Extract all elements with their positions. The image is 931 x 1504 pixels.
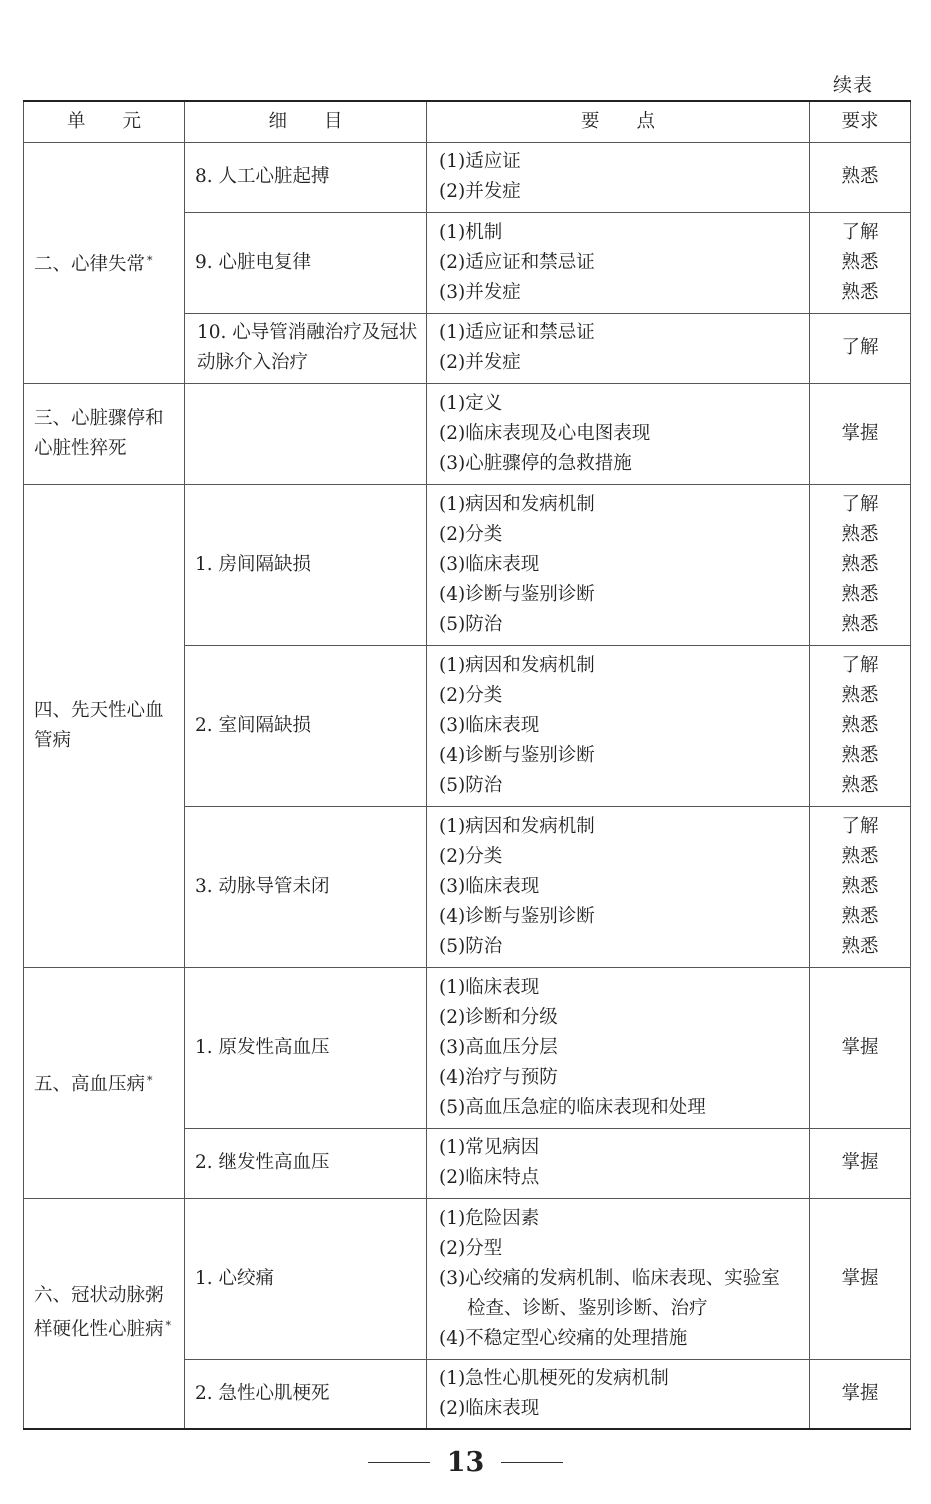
requirement-level: 掌握: [841, 1152, 879, 1173]
requirement-level: 掌握: [841, 1036, 879, 1058]
points-cell: [427, 383, 810, 484]
point-item: (1)急性心肌梗死的发病机制: [439, 1367, 669, 1389]
item-cell: [185, 313, 427, 383]
key-unit-mark: *: [165, 1319, 172, 1332]
points-cell: [427, 313, 810, 383]
table-body: [24, 142, 911, 1429]
item-label: 1. 心绞痛: [195, 1267, 275, 1289]
table-row: [24, 967, 911, 1128]
point-item: (3)临床表现: [439, 714, 540, 736]
requirement-cell: [810, 1359, 911, 1429]
requirement-level: 掌握: [841, 422, 879, 444]
points-cell: [427, 645, 810, 806]
unit-cell: [24, 484, 185, 967]
page-number: 13: [446, 1447, 485, 1478]
point-item: (2)临床表现及心电图表现: [439, 422, 651, 444]
requirement-cell: [810, 484, 911, 645]
requirement-level: 熟悉: [841, 774, 879, 796]
requirement-level: 熟悉: [841, 613, 879, 635]
point-item: (1)病因和发病机制: [439, 654, 595, 676]
unit-label: 三、心脏骤停和心脏性猝死: [34, 407, 164, 459]
points-cell: [427, 484, 810, 645]
requirement-level: 了解: [841, 815, 879, 837]
requirement-cell: [810, 383, 911, 484]
item-label: 1. 原发性高血压: [195, 1036, 330, 1058]
requirement-level: 熟悉: [841, 166, 879, 187]
point-item: (5)防治: [439, 613, 503, 635]
points-cell: [427, 212, 810, 313]
point-item: (2)分类: [439, 684, 503, 706]
key-unit-mark: *: [147, 253, 153, 267]
requirement-level: 熟悉: [841, 684, 879, 706]
requirement-level: 熟悉: [841, 281, 879, 303]
point-item: [439, 1264, 803, 1324]
point-item: (1)定义: [439, 392, 503, 414]
point-item: (3)临床表现: [439, 875, 540, 897]
unit-label: 四、先天性心血管病: [34, 699, 164, 751]
point-item: (5)高血压急症的临床表现和处理: [439, 1096, 706, 1118]
header-requirement: 要求: [810, 101, 911, 142]
point-item: (2)临床表现: [439, 1397, 540, 1419]
requirement-level: 熟悉: [841, 714, 879, 736]
unit-cell: [24, 383, 185, 484]
requirement-cell: [810, 806, 911, 967]
requirement-cell: [810, 1198, 911, 1359]
requirement-cell: [810, 645, 911, 806]
point-item: (4)不稳定型心绞痛的处理措施: [439, 1327, 688, 1349]
point-item: (3)并发症: [439, 281, 521, 303]
point-text: (3)心绞痛的发病机制、临床表现、实验室: [439, 1267, 780, 1289]
item-cell: [185, 806, 427, 967]
unit-cell: [24, 967, 185, 1198]
header-unit: 单 元: [24, 101, 185, 142]
point-item: (2)并发症: [439, 352, 521, 373]
requirement-cell: [810, 313, 911, 383]
point-item: (3)临床表现: [439, 553, 540, 575]
point-item: (3)心脏骤停的急救措施: [439, 452, 632, 474]
requirement-level: 熟悉: [841, 905, 879, 927]
point-item: (1)临床表现: [439, 976, 540, 998]
requirement-level: 熟悉: [841, 744, 879, 766]
requirement-level: 熟悉: [841, 875, 879, 897]
point-item: (1)危险因素: [439, 1207, 540, 1229]
item-label: 9. 心脏电复律: [195, 251, 312, 273]
points-cell: [427, 1359, 810, 1429]
point-item: (4)诊断与鉴别诊断: [439, 905, 595, 927]
item-cell: [185, 967, 427, 1128]
syllabus-table: [23, 100, 911, 1430]
points-cell: [427, 1128, 810, 1198]
table-header-row: [24, 101, 911, 142]
point-item: (3)高血压分层: [439, 1036, 558, 1058]
points-cell: [427, 967, 810, 1128]
item-cell: [185, 484, 427, 645]
point-item: (2)适应证和禁忌证: [439, 251, 595, 273]
unit-cell: [24, 142, 185, 383]
point-item: (2)分型: [439, 1237, 503, 1259]
requirement-cell: [810, 967, 911, 1128]
point-item: (4)治疗与预防: [439, 1066, 558, 1088]
requirement-level: 了解: [841, 337, 879, 358]
footer-rule-right: [501, 1462, 563, 1463]
table-row: [24, 484, 911, 645]
table-row: [24, 1198, 911, 1359]
requirement-level: 熟悉: [841, 251, 879, 273]
requirement-level: 熟悉: [841, 845, 879, 867]
item-label: 10. 心导管消融治疗及冠状动脉介入治疗: [197, 322, 418, 373]
point-item: (5)防治: [439, 935, 503, 957]
item-cell: [185, 383, 427, 484]
item-label: 2. 急性心肌梗死: [195, 1382, 330, 1404]
unit-label: 六、冠状动脉粥样硬化性心脏病: [34, 1285, 164, 1340]
item-cell: [185, 1198, 427, 1359]
points-cell: [427, 1198, 810, 1359]
point-item: (4)诊断与鉴别诊断: [439, 744, 595, 766]
header-points: 要 点: [427, 101, 810, 142]
point-item: (2)分类: [439, 845, 503, 867]
unit-label: 二、心律失常: [34, 253, 146, 275]
requirement-level: 了解: [841, 493, 879, 515]
points-cell: [427, 142, 810, 212]
key-unit-mark: *: [147, 1073, 153, 1087]
item-cell: [185, 142, 427, 212]
header-item: 细 目: [185, 101, 427, 142]
point-item: (1)适应证: [439, 151, 521, 172]
unit-cell: [24, 1198, 185, 1429]
item-cell: [185, 645, 427, 806]
point-item: (1)常见病因: [439, 1137, 540, 1158]
point-item: (2)临床特点: [439, 1167, 540, 1188]
point-item: (2)并发症: [439, 181, 521, 202]
item-label: 8. 人工心脏起搏: [195, 166, 330, 187]
footer-rule-left: [368, 1462, 430, 1463]
requirement-level: 了解: [841, 221, 879, 243]
requirement-level: 熟悉: [841, 553, 879, 575]
item-label: 3. 动脉导管未闭: [195, 875, 330, 897]
point-item: (2)诊断和分级: [439, 1006, 558, 1028]
requirement-level: 掌握: [841, 1267, 879, 1289]
requirement-level: 了解: [841, 654, 879, 676]
item-cell: [185, 212, 427, 313]
point-item: (1)适应证和禁忌证: [439, 322, 595, 343]
item-label: 1. 房间隔缺损: [195, 553, 312, 575]
item-cell: [185, 1359, 427, 1429]
table-row: [24, 383, 911, 484]
page-footer: [0, 1447, 931, 1487]
point-item: (2)分类: [439, 523, 503, 545]
requirement-cell: [810, 142, 911, 212]
point-text-continued: 检查、诊断、鉴别诊断、治疗: [467, 1297, 708, 1319]
unit-label: 五、高血压病: [34, 1073, 146, 1095]
table-row: [24, 142, 911, 212]
point-item: (4)诊断与鉴别诊断: [439, 583, 595, 605]
points-cell: [427, 806, 810, 967]
continued-label: 续表: [833, 74, 874, 96]
point-item: (1)病因和发病机制: [439, 815, 595, 837]
point-item: (5)防治: [439, 774, 503, 796]
point-item: (1)机制: [439, 221, 503, 243]
item-label: 2. 室间隔缺损: [195, 714, 312, 736]
item-cell: [185, 1128, 427, 1198]
requirement-level: 掌握: [841, 1382, 879, 1404]
requirement-cell: [810, 1128, 911, 1198]
requirement-level: 熟悉: [841, 583, 879, 605]
requirement-cell: [810, 212, 911, 313]
point-item: (1)病因和发病机制: [439, 493, 595, 515]
requirement-level: 熟悉: [841, 523, 879, 545]
item-label: 2. 继发性高血压: [195, 1152, 330, 1173]
requirement-level: 熟悉: [841, 935, 879, 957]
